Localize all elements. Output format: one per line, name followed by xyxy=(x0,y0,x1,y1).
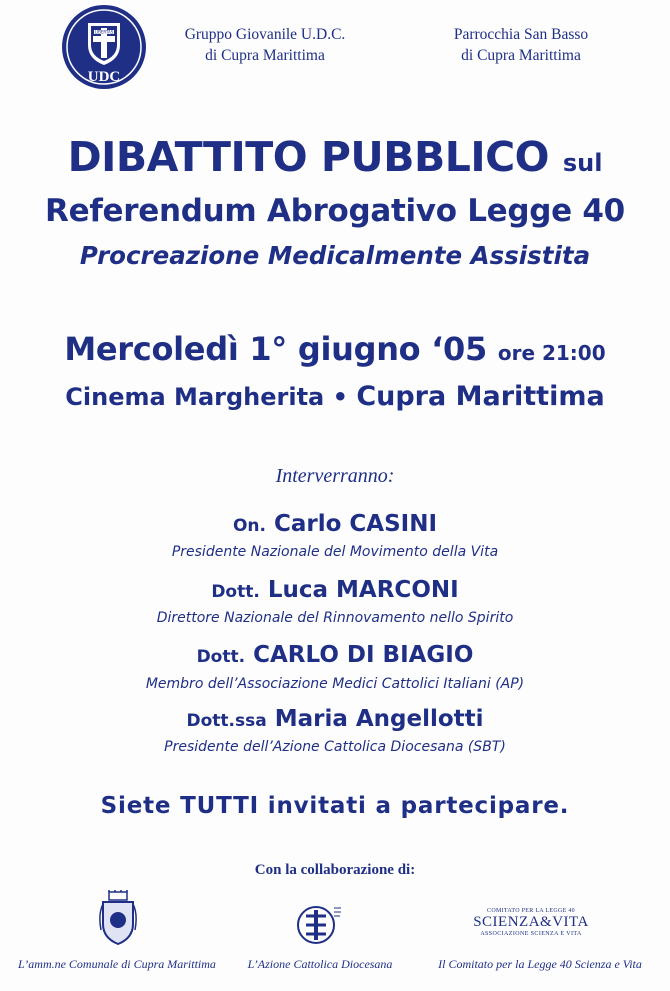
invitation-text: Siete TUTTI invitati a partecipare. xyxy=(100,793,570,819)
speaker-role: Presidente dell’Azione Cattolica Diocesana (SBT) xyxy=(164,739,506,755)
speaker-title: On. xyxy=(232,516,266,536)
speaker-fullname: Carlo CASINI xyxy=(273,511,438,537)
partner-caption: Il Comitato per la Legge 40 Scienza e Vita xyxy=(438,957,642,971)
municipal-crest-icon xyxy=(97,890,139,946)
location-separator: • xyxy=(332,383,348,411)
speaker-fullname: Luca MARCONI xyxy=(267,577,459,603)
speaker-fullname: CARLO DI BIAGIO xyxy=(253,642,474,668)
event-datetime xyxy=(0,330,670,368)
scienza-vita-logo: COMITATO PER LA LEGGE 40 SCIENZA&VITA ASSOCIAZIONE SCIENZA E VITA xyxy=(447,908,615,937)
speaker-role: Membro dell’Associazione Medici Cattolici Italiani (AP) xyxy=(145,676,525,692)
organizer-udc-line2: di Cupra Marittima xyxy=(205,47,325,64)
speaker-name xyxy=(0,642,670,668)
organizer-parish-line1: Parrocchia San Basso xyxy=(453,26,589,43)
event-title-suffix: sul xyxy=(562,149,603,177)
organizer-parish xyxy=(428,24,614,66)
svg-text:UDC: UDC xyxy=(87,69,121,85)
speaker-name xyxy=(0,511,670,537)
event-title xyxy=(0,133,670,181)
speaker-name xyxy=(0,577,670,603)
speaker-name xyxy=(0,706,670,732)
partner-caption: L’Azione Cattolica Diocesana xyxy=(247,957,393,971)
partner-caption: L’amm.ne Comunale di Cupra Marittima xyxy=(18,957,216,971)
speaker-title: Dott. xyxy=(196,647,246,667)
speakers-label: Interverranno: xyxy=(275,465,395,487)
organizer-udc xyxy=(156,24,374,66)
scienza-vita-logo-text: SCIENZA&VITA xyxy=(473,914,589,930)
event-venue: Cinema Margherita xyxy=(65,383,325,411)
event-time: ore 21:00 xyxy=(497,341,606,365)
azione-cattolica-icon xyxy=(294,902,342,948)
event-topic: Procreazione Medicalmente Assistita xyxy=(79,241,591,270)
event-location xyxy=(0,381,670,412)
event-title-main: DIBATTITO PUBBLICO xyxy=(67,133,550,181)
speaker-fullname: Maria Angellotti xyxy=(274,706,484,732)
svg-text:LIBERTAS: LIBERTAS xyxy=(94,29,114,35)
speaker-role: Presidente Nazionale del Movimento della Vita xyxy=(171,544,499,560)
speaker-title: Dott. xyxy=(211,582,260,602)
udc-party-logo xyxy=(60,3,148,91)
speaker-role: Direttore Nazionale del Rinnovamento nello Spirito xyxy=(156,610,514,626)
collaboration-label: Con la collaborazione di: xyxy=(254,862,416,878)
event-city: Cupra Marittima xyxy=(356,381,605,412)
organizer-parish-line2: di Cupra Marittima xyxy=(461,47,581,64)
organizer-udc-line1: Gruppo Giovanile U.D.C. xyxy=(184,26,346,43)
event-subtitle: Referendum Abrogativo Legge 40 xyxy=(45,193,625,229)
event-date: Mercoledì 1° giugno ‘05 xyxy=(64,330,487,368)
speaker-title: Dott.ssa xyxy=(186,711,267,731)
